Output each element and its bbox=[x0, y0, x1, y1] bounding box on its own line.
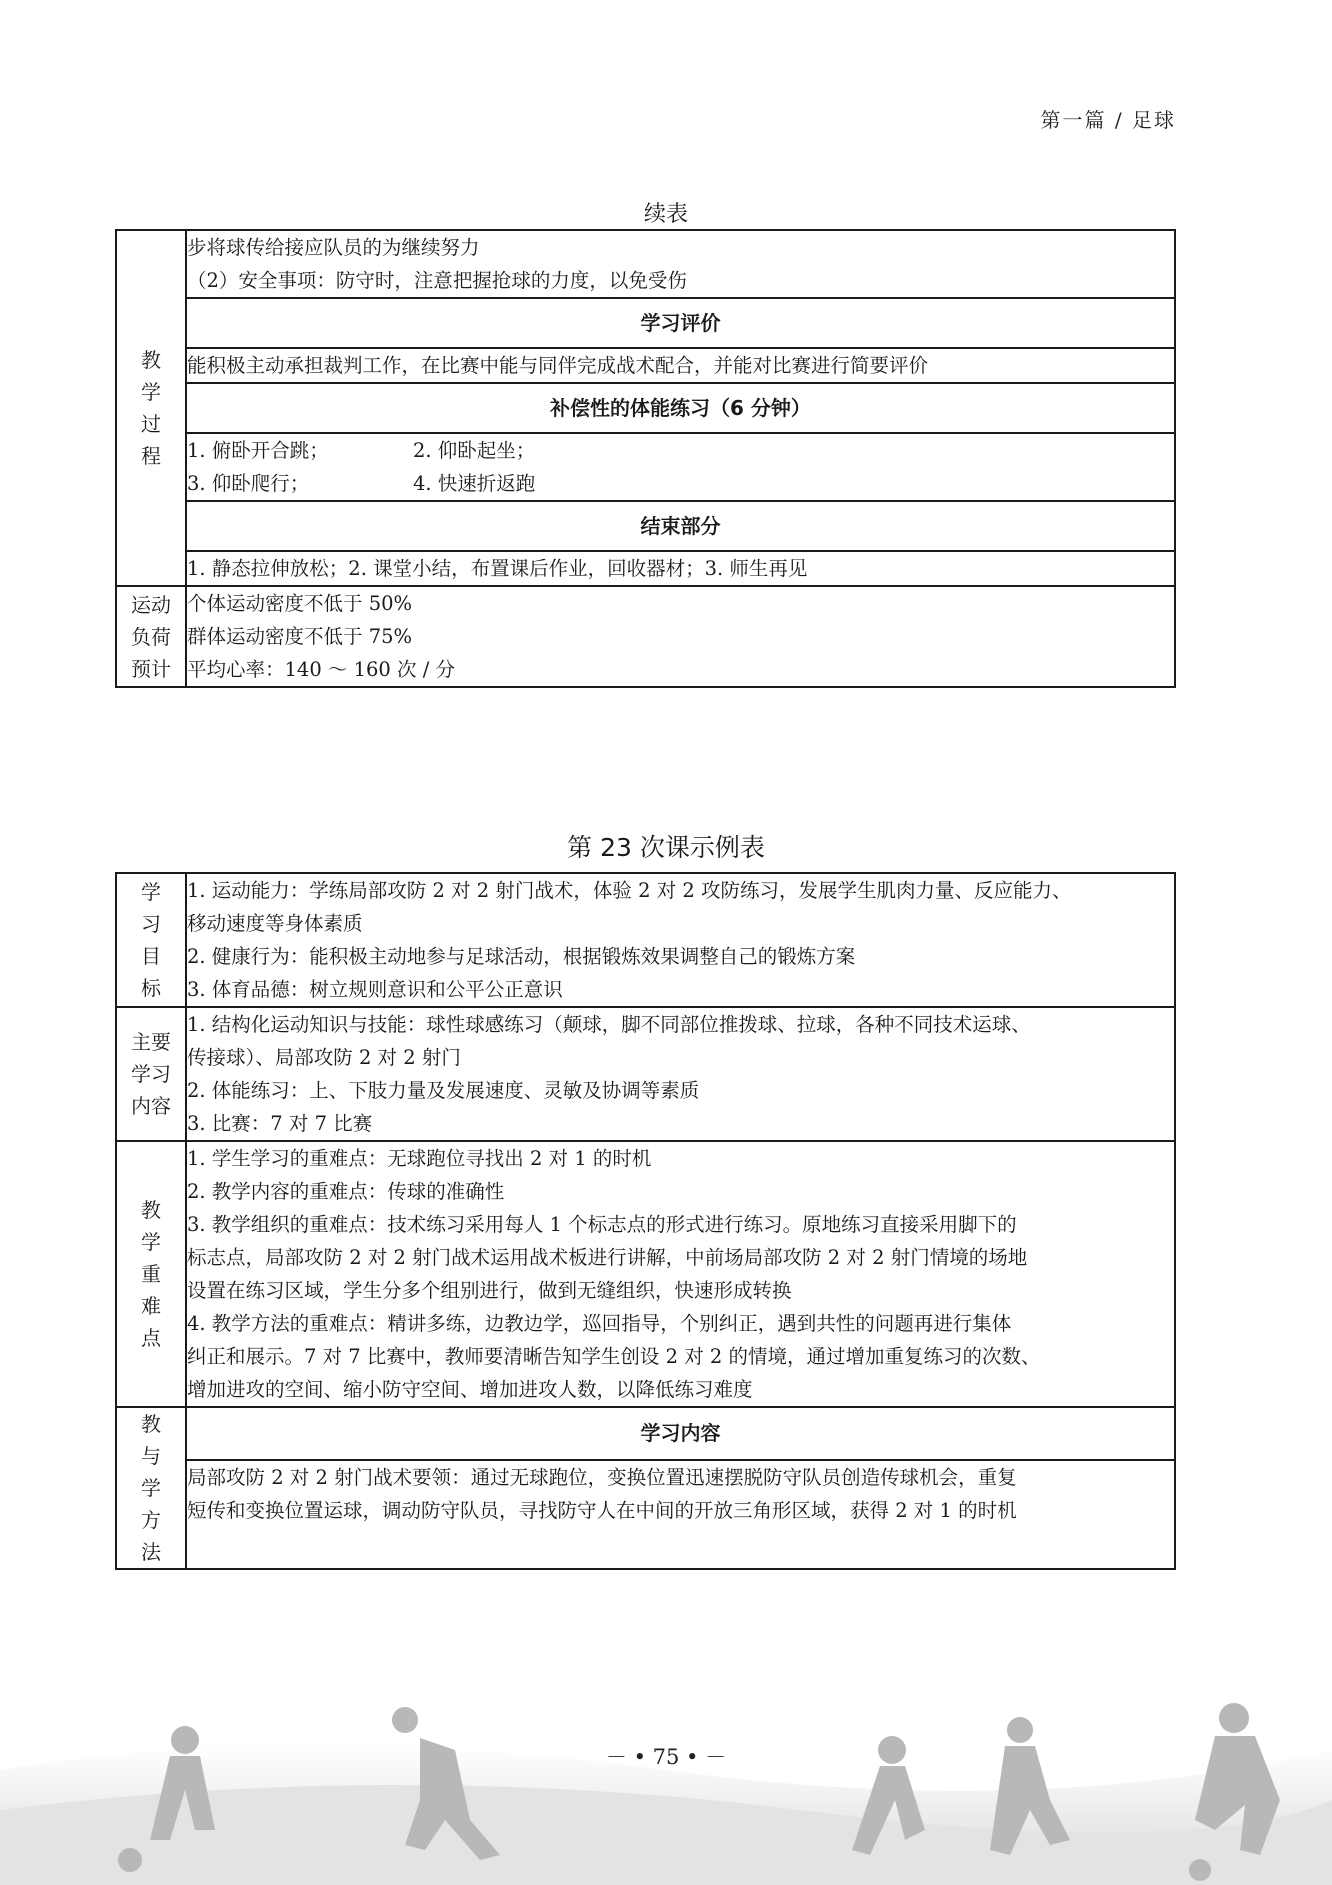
eval-heading: 学习评价 bbox=[186, 298, 1175, 348]
key-points-label: 教 学 重 难 点 bbox=[116, 1141, 186, 1407]
content-text: 1. 结构化运动知识与技能：球性球感练习（颠球，脚不同部位推拨球、拉球，各种不同技术运球、 传接球）、局部攻防 2 对 2 射门 2. 体能练习：上、下肢力量及发展速度、灵敏及协调等素质 3. 比赛：7 对 7 比赛 bbox=[186, 1007, 1175, 1141]
method-text: 局部攻防 2 对 2 射门战术要领：通过无球跑位，变换位置迅速摆脱防守队员创造传球机会，重复 短传和变换位置运球，调动防守队员，寻找防守人在中间的开放三角形区域，获得 2 对 1 的时机 bbox=[186, 1460, 1175, 1569]
fitness-heading: 补偿性的体能练习（6 分钟） bbox=[186, 383, 1175, 433]
load-text: 个体运动密度不低于 50% 群体运动密度不低于 75% 平均心率：140 ～ 160 次 / 分 bbox=[186, 586, 1175, 687]
section-header: 第一篇 / 足球 bbox=[1040, 108, 1176, 132]
footer-soccer-decoration bbox=[0, 1680, 1332, 1885]
goals-label: 学 习 目 标 bbox=[116, 873, 186, 1007]
lesson-table-title: 第 23 次课示例表 bbox=[567, 833, 765, 862]
continued-lesson-table bbox=[115, 229, 1176, 688]
content-label: 主要 学习 内容 bbox=[116, 1007, 186, 1141]
page-number: － • 75 • － bbox=[605, 1745, 727, 1769]
carryover-cell: 步将球传给接应队员的为继续努力 （2）安全事项：防守时，注意把握抢球的力度，以免受伤 bbox=[186, 230, 1175, 298]
eval-text: 能积极主动承担裁判工作，在比赛中能与同伴完成战术配合，并能对比赛进行简要评价 bbox=[186, 348, 1175, 383]
end-heading: 结束部分 bbox=[186, 501, 1175, 551]
method-label: 教 与 学 方 法 bbox=[116, 1407, 186, 1569]
goals-text: 1. 运动能力：学练局部攻防 2 对 2 射门战术，体验 2 对 2 攻防练习，发展学生肌肉力量、反应能力、 移动速度等身体素质 2. 健康行为：能积极主动地参与足球活动，根据锻炼效果调整自己的锻炼方案 3. 体育品德：树立规则意识和公平公正意识 bbox=[186, 873, 1175, 1007]
load-label: 运动 负荷 预计 bbox=[116, 586, 186, 687]
key-points-text: 1. 学生学习的重难点：无球跑位寻找出 2 对 1 的时机 2. 教学内容的重难点：传球的准确性 3. 教学组织的重难点：技术练习采用每人 1 个标志点的形式进行练习。原地练习直接采用脚下的 标志点，局部攻防 2 对 2 射门战术运用战术板进行讲解，中前场局部攻防 2 对 2 射门情境的场地 设置在练习区域，学生分多个组别进行，做到无缝组织，快速形成转换 4. 教学方法的重难点：精讲多练，边教边学，巡回指导，个别纠正，遇到共性的问题再进行集体 纠正和展示。7 对 7 比赛中，教师要清晰告知学生创设 2 对 2 的情境，通过增加重复练习的次数、 增加进攻的空间、缩小防守空间、增加进攻人数，以降低练习难度 bbox=[186, 1141, 1175, 1407]
teaching-process-label: 教 学 过 程 bbox=[116, 230, 186, 586]
fitness-items: 1. 俯卧开合跳； 2. 仰卧起坐； 3. 仰卧爬行； 4. 快速折返跑 bbox=[186, 433, 1175, 501]
method-heading: 学习内容 bbox=[186, 1407, 1175, 1460]
end-text: 1. 静态拉伸放松；2. 课堂小结，布置课后作业，回收器材；3. 师生再见 bbox=[186, 551, 1175, 586]
continued-table-caption: 续表 bbox=[643, 202, 688, 227]
lesson-23-table bbox=[115, 872, 1176, 1570]
